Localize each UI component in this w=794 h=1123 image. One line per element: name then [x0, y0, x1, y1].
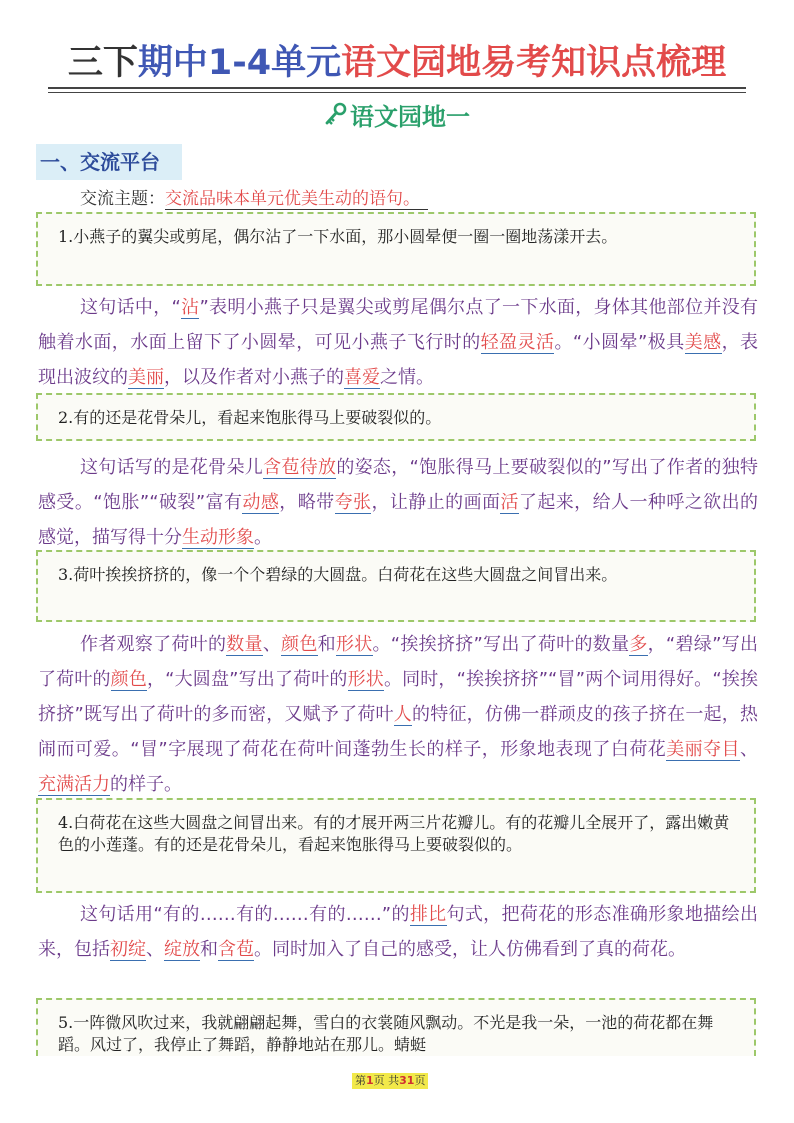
highlight-term: 排比	[409, 904, 447, 925]
text-run: ，以及作者对小燕子的	[164, 367, 344, 388]
text-run: 、	[146, 939, 164, 960]
highlight-term: 生动形象	[182, 527, 254, 548]
highlight-term: 初绽	[110, 939, 146, 960]
highlight-term: 美感	[684, 332, 722, 353]
text-run: 之情。	[380, 367, 434, 388]
highlight-term: 美丽夺目	[666, 739, 740, 760]
highlight-term: 充满活力	[38, 774, 110, 795]
text-run: 句式，把荷花的形态准确形象地描绘出来，包括	[38, 904, 758, 960]
text-run: 的样子。	[110, 774, 182, 795]
highlight-term: 动感	[242, 492, 280, 513]
text-run: ”表明小燕子只是翼尖或剪尾偶尔点了一下水面，身体其他部位并没有触着水面，水面上留下了小圆晕，可见小燕子飞行时的	[38, 297, 759, 353]
text-run: 这句话中，“	[80, 297, 181, 318]
text-run: 和	[200, 939, 218, 960]
highlight-term: 沾	[180, 297, 200, 318]
analysis-paragraph-4	[38, 897, 758, 967]
highlight-term: 人	[393, 704, 413, 725]
title-part-topic: 语文园地易考知识点梳理	[341, 43, 727, 83]
footer-post: 页	[414, 1074, 426, 1087]
text-run: 。	[254, 527, 272, 548]
example-box-5: 5.一阵微风吹过来，我就翩翩起舞，雪白的衣裳随风飘动。不光是我一朵，一池的荷花都在舞蹈。风过了，我停止了舞蹈，静静地站在那儿。蜻蜓	[36, 998, 756, 1056]
highlight-term: 颜色	[281, 634, 318, 655]
text-run: 这句话用“有的……有的……有的……”的	[80, 904, 410, 925]
title-part-grade: 三下	[67, 43, 138, 83]
footer-mid: 页 共	[373, 1074, 400, 1087]
footer-pre: 第	[355, 1074, 366, 1087]
title-rule-thin	[48, 92, 746, 93]
theme-label: 交流主题：	[80, 189, 165, 209]
highlight-term: 含苞待放	[263, 457, 337, 478]
key-icon	[324, 102, 348, 128]
highlight-term: 活	[500, 492, 519, 513]
highlight-term: 数量	[226, 634, 263, 655]
text-run: 这句话写的是花骨朵儿	[80, 457, 264, 478]
example-box-3: 3.荷叶挨挨挤挤的，像一个个碧绿的大圆盘。白荷花在这些大圆盘之间冒出来。	[36, 550, 756, 622]
highlight-term: 美丽	[128, 367, 164, 388]
page-footer	[352, 1073, 428, 1089]
analysis-paragraph-1	[38, 290, 758, 395]
text-run: ，“大圆盘”写出了荷叶的	[146, 669, 348, 690]
theme-text: 交流品味本单元优美生动的语句。	[165, 189, 428, 210]
text-run: 的特征，仿佛一群顽皮的孩子挤在一起，热闹而可爱。“冒”字展现了荷花在荷叶间蓬勃生长的样子，形象地表现了白荷花	[38, 704, 759, 760]
example-box-4: 4.白荷花在这些大圆盘之间冒出来。有的才展开两三片花瓣儿。有的花瓣儿全展开了，露出嫩黄色的小莲蓬。有的还是花骨朵儿，看起来饱胀得马上要破裂似的。	[36, 798, 756, 893]
highlight-term: 轻盈灵活	[480, 332, 555, 353]
highlight-term: 夸张	[334, 492, 372, 513]
chapter-subtitle-text: 语文园地一	[350, 103, 470, 131]
footer-total-pages: 31	[399, 1074, 415, 1087]
section-heading: 一、交流平台	[36, 144, 182, 180]
text-run: 。同时，“挨挨挤挤”“冒”两个词用得好。“挨挨挤挤”既写出了荷叶的多而密，又赋予了荷叶	[38, 669, 759, 725]
text-run: ，略带	[279, 492, 335, 513]
highlight-term: 颜色	[110, 669, 147, 690]
text-run: ，表现出波纹的	[38, 332, 759, 388]
highlight-term: 形状	[335, 634, 373, 655]
title-part-range: 期中1-4单元	[137, 43, 342, 83]
text-run: 。同时加入了自己的感受，让人仿佛看到了真的荷花。	[254, 939, 686, 960]
footer-page-number: 1	[366, 1074, 374, 1087]
text-run: ，让静止的画面	[371, 492, 501, 513]
text-run: ，“碧绿”写出了荷叶的	[38, 634, 758, 690]
highlight-term: 绽放	[164, 939, 200, 960]
example-box-1: 1.小燕子的翼尖或剪尾，偶尔沾了一下水面，那小圆晕便一圈一圈地荡漾开去。	[36, 212, 756, 286]
text-run: 。“挨挨挤挤”写出了荷叶的数量	[372, 634, 630, 655]
highlight-term: 喜爱	[344, 367, 380, 388]
text-run: 和	[317, 634, 336, 655]
text-run: 的姿态，“饱胀得马上要破裂似的”写出了作者的独特感受。“饱胀”“破裂”富有	[38, 457, 759, 513]
analysis-paragraph-2	[38, 450, 758, 555]
text-run: 了起来，给人一种呼之欲出的感觉，描写得十分	[38, 492, 759, 548]
highlight-term: 多	[629, 634, 648, 655]
highlight-term: 含苞	[218, 939, 254, 960]
highlight-term: 形状	[347, 669, 384, 690]
analysis-paragraph-3	[38, 627, 758, 802]
title-rule-thick	[48, 87, 746, 89]
chapter-subtitle	[0, 100, 794, 134]
text-run: 、	[262, 634, 282, 655]
text-run: 、	[740, 739, 758, 760]
example-box-2: 2.有的还是花骨朵儿，看起来饱胀得马上要破裂似的。	[36, 393, 756, 441]
text-run: 作者观察了荷叶的	[80, 634, 227, 655]
theme-line	[80, 186, 428, 212]
page-title	[48, 40, 746, 86]
text-run: 。“小圆晕”极具	[554, 332, 685, 353]
page-title-wrap	[48, 40, 746, 86]
